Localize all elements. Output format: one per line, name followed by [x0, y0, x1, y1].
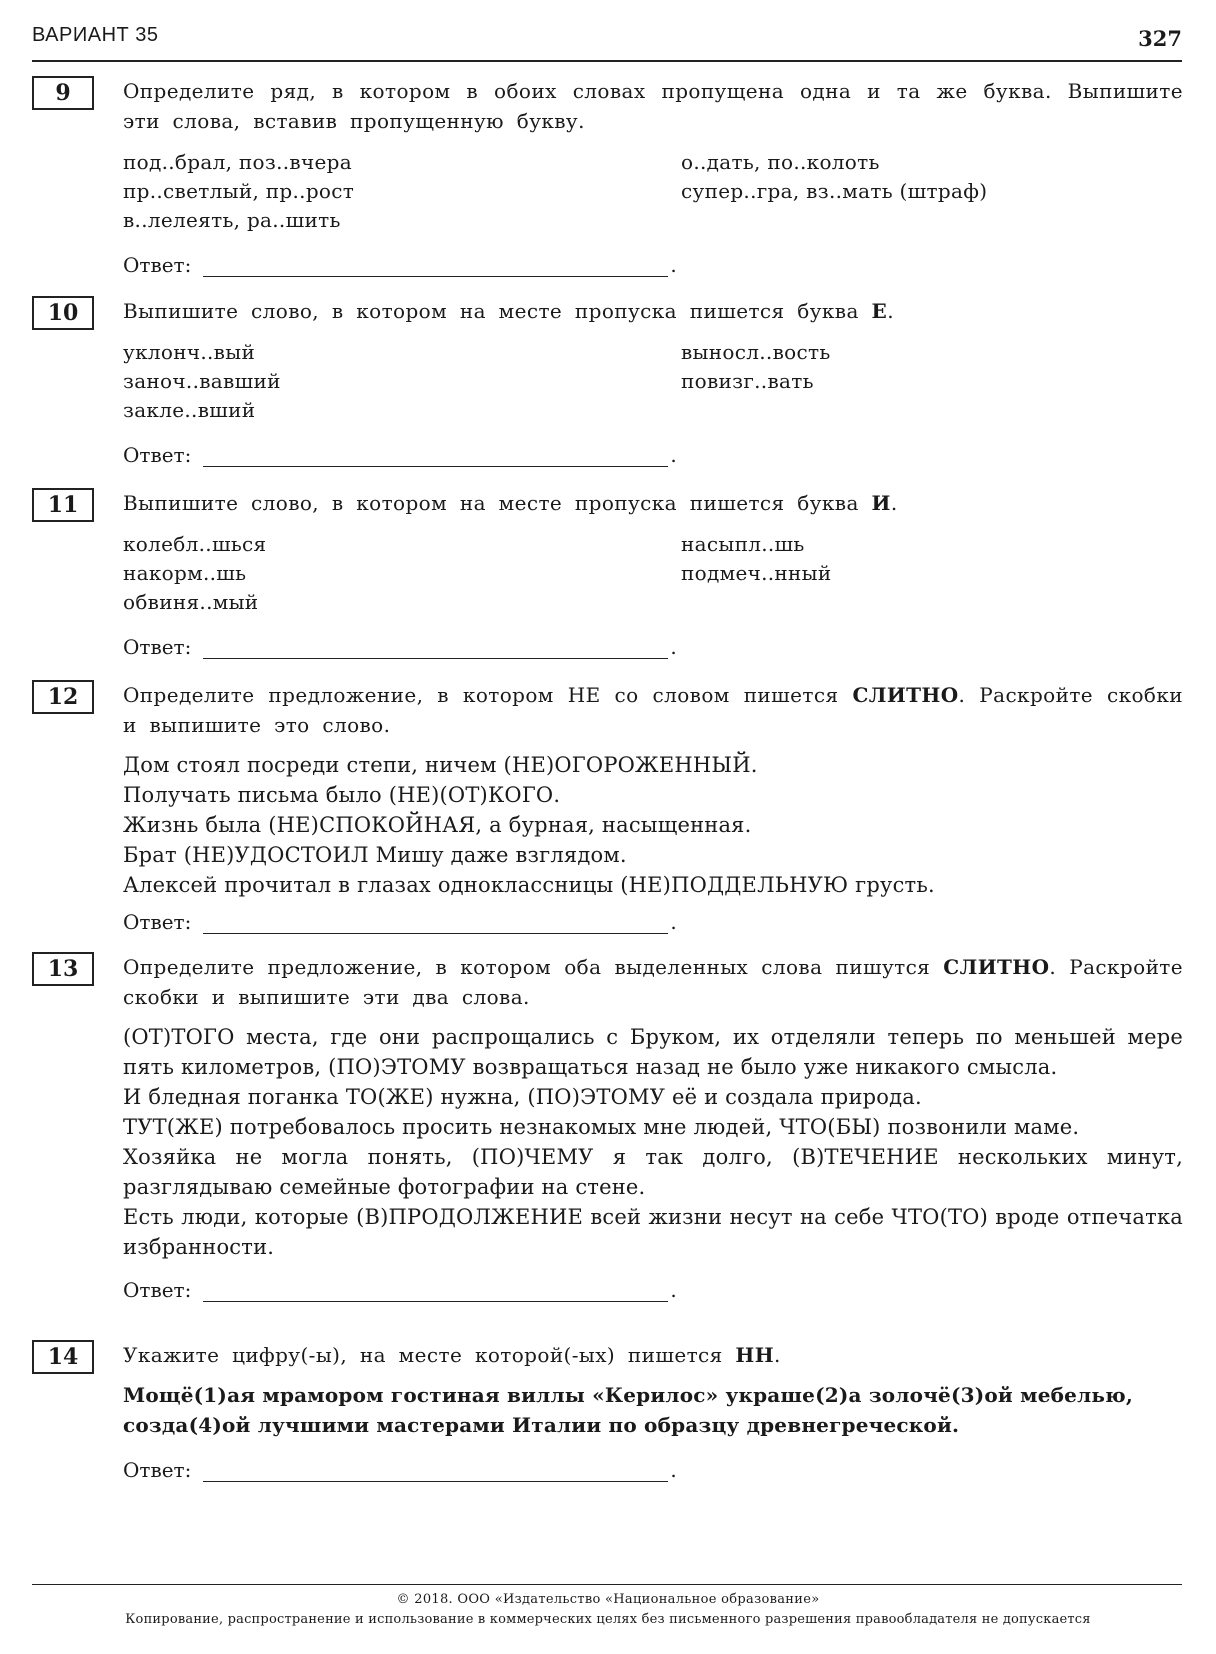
copyright-line: © 2018. ООО «Издательство «Национальное образование»: [396, 1592, 820, 1607]
task-question: Выпишите слово, в котором на месте пропуска пишется буква Е.: [123, 299, 894, 323]
task-number: 14: [32, 1340, 94, 1374]
option: накорм..шь: [123, 561, 247, 585]
task-question: Определите предложение, в котором НЕ со словом пишется СЛИТНО. Раскройте скобки и выпишите это слово.: [123, 683, 1183, 737]
option: о..дать, по..колоть: [681, 150, 880, 174]
sentence-list: [123, 750, 1183, 900]
answer-label: Ответ:: [123, 253, 192, 277]
answer-row: Ответ: .: [123, 635, 677, 659]
page-header: [32, 20, 1182, 62]
option: под..брал, поз..вчера: [123, 150, 352, 174]
option: супер..гра, вз..мать (штраф): [681, 179, 988, 203]
task-number: 11: [32, 488, 94, 522]
option: обвиня..мый: [123, 590, 259, 614]
task-number: 9: [32, 76, 94, 110]
answer-row: Ответ: .: [123, 910, 677, 934]
footer-divider: [32, 1584, 1182, 1585]
option: в..лелеять, ра..шить: [123, 208, 341, 232]
word-options: [123, 530, 1183, 617]
sentence: Хозяйка не могла понять, (ПО)ЧЕМУ я так долго, (В)ТЕЧЕНИЕ нескольких минут, разглядываю семейные фотографии на стене.: [123, 1145, 1183, 1199]
sentence: (ОТ)ТОГО места, где они распрощались с Бруком, их отделяли теперь по меньшей мере пять километров, (ПО)ЭТОМУ возвращаться назад не было уже никакого смысла.: [123, 1025, 1183, 1079]
task-number: 12: [32, 680, 94, 714]
sentence: Алексей прочитал в глазах одноклассницы (НЕ)ПОДДЕЛЬНУЮ грусть.: [123, 873, 935, 897]
sentence: Дом стоял посреди степи, ничем (НЕ)ОГОРОЖЕННЫЙ.: [123, 753, 758, 777]
answer-field[interactable]: [203, 444, 668, 467]
answer-row: Ответ: .: [123, 1458, 677, 1482]
option: заноч..вавший: [123, 369, 281, 393]
answer-field[interactable]: [203, 636, 668, 659]
answer-label: Ответ:: [123, 443, 192, 467]
answer-label: Ответ:: [123, 1278, 192, 1302]
sentence: Есть люди, которые (В)ПРОДОЛЖЕНИЕ всей жизни несут на себе ЧТО(ТО) вроде отпечатка избранности.: [123, 1205, 1183, 1259]
option: пр..светлый, пр..рост: [123, 179, 355, 203]
sentence: Получать письма было (НЕ)(ОТ)КОГО.: [123, 783, 561, 807]
task-question: Выпишите слово, в котором на месте пропуска пишется буква И.: [123, 491, 898, 515]
sentence: ТУТ(ЖЕ) потребовалось просить незнакомых мне людей, ЧТО(БЫ) позвонили маме.: [123, 1115, 1080, 1139]
answer-label: Ответ:: [123, 635, 192, 659]
answer-label: Ответ:: [123, 910, 192, 934]
answer-label: Ответ:: [123, 1458, 192, 1482]
option: колебл..шься: [123, 532, 267, 556]
variant-title: ВАРИАНТ 35: [32, 24, 159, 46]
word-options: [123, 148, 1183, 235]
option: подмеч..нный: [681, 561, 832, 585]
answer-field[interactable]: [203, 254, 668, 277]
answer-field[interactable]: [203, 911, 668, 934]
answer-row: Ответ: .: [123, 443, 677, 467]
sentence: Брат (НЕ)УДОСТОИЛ Мишу даже взглядом.: [123, 843, 627, 867]
task-number: 10: [32, 296, 94, 330]
option: насыпл..шь: [681, 532, 805, 556]
answer-row: Ответ: .: [123, 253, 677, 277]
answer-row: Ответ: .: [123, 1278, 677, 1302]
option: уклонч..вый: [123, 340, 256, 364]
page-number: 327: [1138, 26, 1182, 51]
task-question: Укажите цифру(-ы), на месте которой(-ых) пишется НН.: [123, 1343, 781, 1367]
option: выносл..вость: [681, 340, 831, 364]
sentence: И бледная поганка ТО(ЖЕ) нужна, (ПО)ЭТОМУ её и создала природа.: [123, 1085, 922, 1109]
word-options: [123, 338, 1183, 425]
copyright-notice: Копирование, распространение и использование в коммерческих целях без письменного разрешения правообладателя не допускается: [125, 1612, 1091, 1627]
task-text: Мощё(1)ая мрамором гостиная виллы «Керилос» украше(2)а золочё(3)ой мебелью, созда(4)ой лучшими мастерами Италии по образцу древнегреческой.: [123, 1383, 1134, 1437]
sentence: Жизнь была (НЕ)СПОКОЙНАЯ, а бурная, насыщенная.: [123, 813, 752, 837]
option: закле..вший: [123, 398, 256, 422]
answer-field[interactable]: [203, 1279, 668, 1302]
sentence-list: [123, 1022, 1183, 1262]
task-number: 13: [32, 952, 94, 986]
task-question: Определите предложение, в котором оба выделенных слова пишутся СЛИТНО. Раскройте скобки и выпишите эти два слова.: [123, 955, 1184, 1009]
task-question: Определите ряд, в котором в обоих словах пропущена одна и та же буква. Выпишите эти слова, вставив пропущенную букву.: [123, 79, 1183, 133]
answer-field[interactable]: [203, 1459, 668, 1482]
option: повизг..вать: [681, 369, 814, 393]
